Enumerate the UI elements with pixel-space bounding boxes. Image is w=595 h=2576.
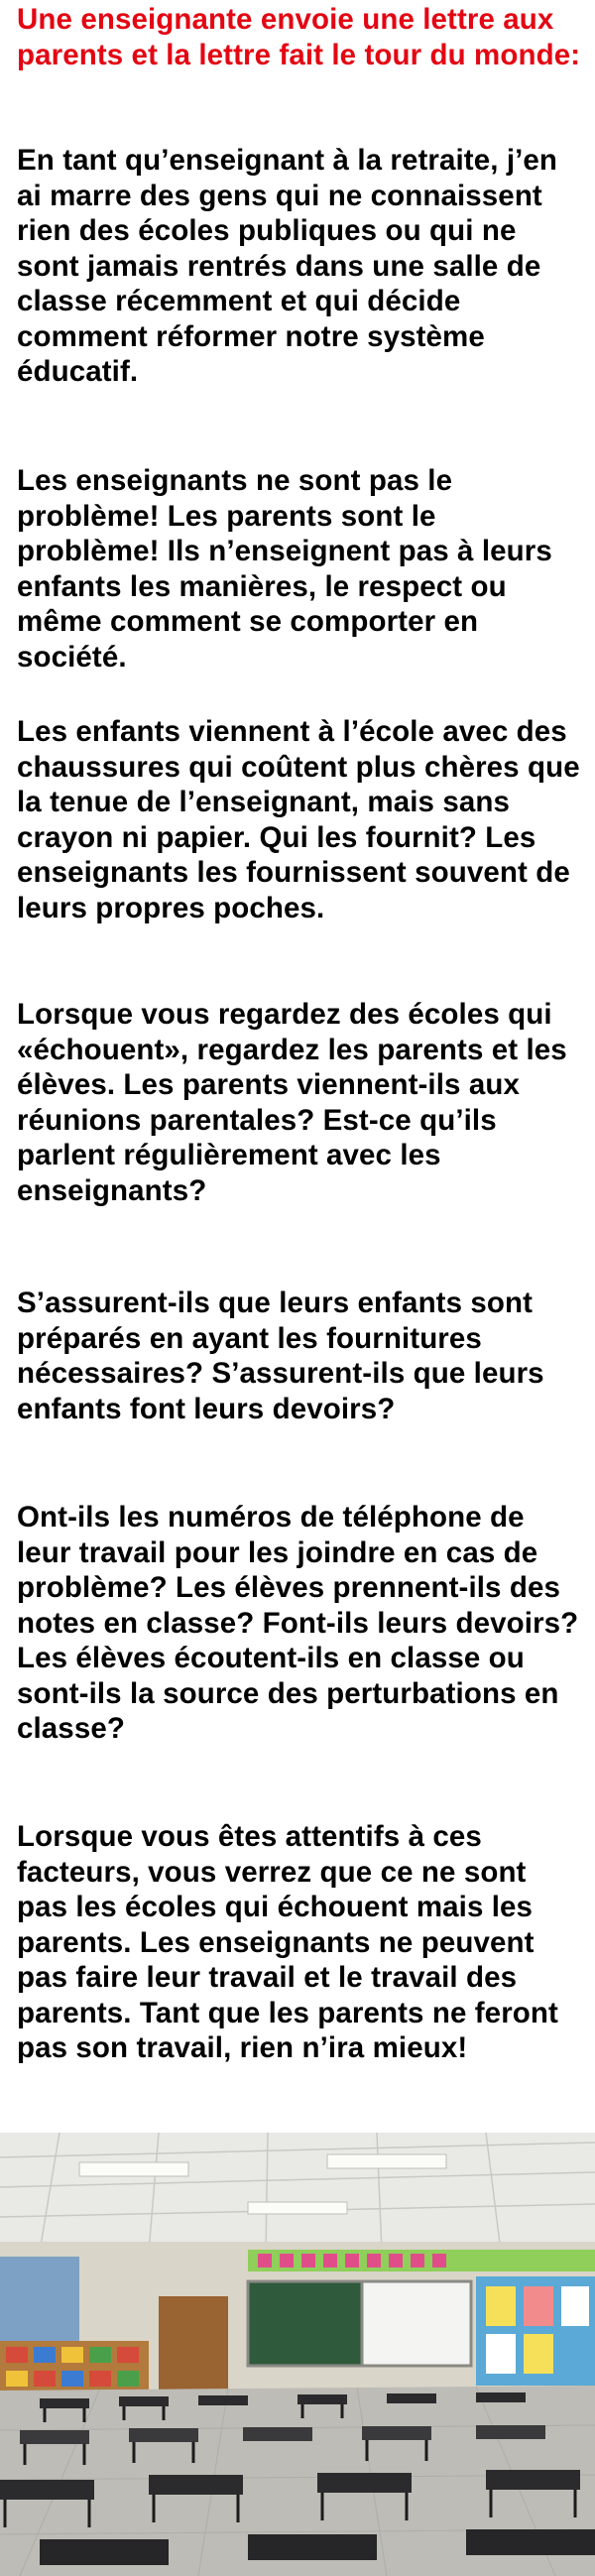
whiteboard <box>362 2281 471 2366</box>
article-headline: Une enseignante envoie une lettre aux parents et la lettre fait le tour du monde: <box>17 3 581 71</box>
ceiling-light <box>248 2202 347 2214</box>
cabinet <box>159 2296 228 2391</box>
classroom-photo <box>0 2133 595 2576</box>
article-paragraph: S’assurent-ils que leurs enfants sont préparés en ayant les fournitures nécessaires? S’assurent-ils que leurs enfants font leurs devoirs? <box>17 1287 544 1425</box>
article-paragraph: Lorsque vous êtes attentifs à ces facteurs, vous verrez que ce ne sont pas les écoles qui échouent mais les parents. Les enseignants ne peuvent pas faire leur travail et le travail des parents. Tant que les parents ne feront pas son travail, rien n’ira mieux! <box>17 1820 558 2064</box>
classroom-illustration <box>0 2133 595 2576</box>
article-paragraph: Les enfants viennent à l’école avec des chaussures qui coûtent plus chères que la tenue de l’enseignant, mais sans crayon ni papier. Qui les fournit? Les enseignants les fournissent souvent de leurs propres poches. <box>17 715 580 924</box>
window <box>0 2257 79 2346</box>
ceiling-light <box>327 2154 446 2168</box>
article-paragraph: Ont-ils les numéros de téléphone de leur travail pour les joindre en cas de problème? Les élèves prennent-ils des notes en classe? Font-ils leurs devoirs? Les élèves écoutent-ils en classe ou sont-ils la source des perturbations en classe? <box>17 1501 579 1745</box>
article-paragraph: En tant qu’enseignant à la retraite, j’en ai marre des gens qui ne connaissent rien des écoles publiques ou qui ne sont jamais rentrés dans une salle de classe récemment et qui décide comment réformer notre système éducatif. <box>17 144 558 388</box>
banner-cards <box>258 2254 446 2268</box>
article-paragraph: Lorsque vous regardez des écoles qui «échouent», regardez les parents et les élèves. Les parents viennent-ils aux réunions parentales? Est-ce qu’ils parlent régulièrement avec les enseignants? <box>17 998 567 1207</box>
ceiling-light <box>79 2162 188 2176</box>
article-paragraph: Les enseignants ne sont pas le problème! Les parents sont le problème! Ils n’enseignent pas à leurs enfants les manières, le respect ou même comment se comporter en société. <box>17 464 552 674</box>
